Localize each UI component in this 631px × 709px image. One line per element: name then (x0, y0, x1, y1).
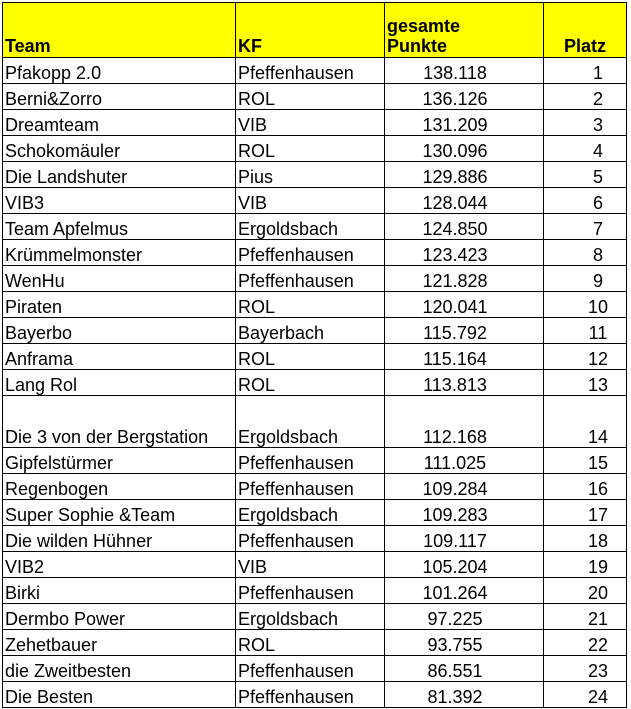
cell-punkte[interactable]: 113.813 (385, 370, 544, 396)
cell-kf[interactable]: ROL (236, 136, 385, 162)
header-kf[interactable]: KF (236, 3, 385, 58)
table-row (3, 526, 627, 552)
table-row (3, 292, 627, 318)
cell-punkte[interactable]: 130.096 (385, 136, 544, 162)
cell-punkte[interactable]: 105.204 (385, 552, 544, 578)
cell-punkte[interactable]: 136.126 (385, 84, 544, 110)
cell-kf[interactable]: Pfeffenhausen (236, 578, 385, 604)
header-team[interactable]: Team (3, 3, 236, 58)
cell-platz[interactable]: 19 (544, 552, 627, 578)
cell-team[interactable]: Pfakopp 2.0 (3, 58, 236, 84)
cell-kf[interactable]: ROL (236, 292, 385, 318)
cell-kf[interactable]: ROL (236, 84, 385, 110)
cell-platz[interactable]: 17 (544, 500, 627, 526)
table-row (3, 474, 627, 500)
cell-kf[interactable]: Pius (236, 162, 385, 188)
cell-kf[interactable]: Pfeffenhausen (236, 448, 385, 474)
cell-kf[interactable]: ROL (236, 630, 385, 656)
cell-team[interactable]: Schokomäuler (3, 136, 236, 162)
cell-team[interactable]: WenHu (3, 266, 236, 292)
cell-kf[interactable]: Bayerbach (236, 318, 385, 344)
cell-platz[interactable]: 3 (544, 110, 627, 136)
table-row (3, 266, 627, 292)
cell-punkte[interactable]: 121.828 (385, 266, 544, 292)
cell-team[interactable]: Birki (3, 578, 236, 604)
cell-team[interactable]: VIB3 (3, 188, 236, 214)
cell-platz[interactable]: 14 (544, 396, 627, 448)
table-row (3, 110, 627, 136)
cell-kf[interactable]: Pfeffenhausen (236, 656, 385, 682)
table-row (3, 188, 627, 214)
cell-team[interactable]: Zehetbauer (3, 630, 236, 656)
cell-team[interactable]: Berni&Zorro (3, 84, 236, 110)
cell-kf[interactable]: Ergoldsbach (236, 500, 385, 526)
cell-team[interactable]: die Zweitbesten (3, 656, 236, 682)
cell-platz[interactable]: 11 (544, 318, 627, 344)
cell-punkte[interactable]: 109.283 (385, 500, 544, 526)
cell-platz[interactable]: 22 (544, 630, 627, 656)
cell-kf[interactable]: Ergoldsbach (236, 214, 385, 240)
cell-punkte[interactable]: 109.117 (385, 526, 544, 552)
table-row (3, 500, 627, 526)
cell-platz[interactable]: 12 (544, 344, 627, 370)
cell-punkte[interactable]: 81.392 (385, 682, 544, 708)
cell-kf[interactable]: ROL (236, 370, 385, 396)
cell-team[interactable]: Piraten (3, 292, 236, 318)
cell-platz[interactable]: 4 (544, 136, 627, 162)
cell-platz[interactable]: 7 (544, 214, 627, 240)
table-row (3, 630, 627, 656)
table-row (3, 682, 627, 708)
header-punkte-line1: gesamte (387, 16, 461, 36)
cell-team[interactable]: Gipfelstürmer (3, 448, 236, 474)
cell-platz[interactable]: 6 (544, 188, 627, 214)
cell-punkte[interactable]: 115.164 (385, 344, 544, 370)
table-row (3, 318, 627, 344)
table-row (3, 58, 627, 84)
cell-punkte[interactable]: 123.423 (385, 240, 544, 266)
cell-team[interactable]: Die Landshuter (3, 162, 236, 188)
cell-team[interactable]: Bayerbo (3, 318, 236, 344)
table-row (3, 214, 627, 240)
cell-team[interactable]: Lang Rol (3, 370, 236, 396)
cell-team[interactable]: Dermbo Power (3, 604, 236, 630)
cell-platz[interactable]: 5 (544, 162, 627, 188)
table-row (3, 370, 627, 396)
cell-platz[interactable]: 16 (544, 474, 627, 500)
cell-kf[interactable]: Pfeffenhausen (236, 682, 385, 708)
cell-team[interactable]: Dreamteam (3, 110, 236, 136)
cell-kf[interactable]: Ergoldsbach (236, 604, 385, 630)
cell-punkte[interactable]: 109.284 (385, 474, 544, 500)
cell-punkte[interactable]: 131.209 (385, 110, 544, 136)
cell-team[interactable]: Team Apfelmus (3, 214, 236, 240)
cell-platz[interactable]: 24 (544, 682, 627, 708)
cell-platz[interactable]: 23 (544, 656, 627, 682)
cell-punkte[interactable]: 111.025 (385, 448, 544, 474)
cell-kf[interactable]: ROL (236, 344, 385, 370)
cell-punkte[interactable]: 138.118 (385, 58, 544, 84)
table-row (3, 656, 627, 682)
cell-team[interactable]: Die 3 von der Bergstation (3, 396, 236, 448)
table-row (3, 84, 627, 110)
table-row (3, 240, 627, 266)
table-row (3, 448, 627, 474)
table-row (3, 396, 627, 448)
cell-kf[interactable]: VIB (236, 188, 385, 214)
cell-platz[interactable]: 9 (544, 266, 627, 292)
cell-kf[interactable]: Pfeffenhausen (236, 58, 385, 84)
cell-punkte[interactable]: 129.886 (385, 162, 544, 188)
cell-punkte[interactable]: 93.755 (385, 630, 544, 656)
cell-team[interactable]: Super Sophie &Team (3, 500, 236, 526)
table-row (3, 578, 627, 604)
cell-platz[interactable]: 2 (544, 84, 627, 110)
table-row (3, 162, 627, 188)
cell-punkte[interactable]: 101.264 (385, 578, 544, 604)
cell-platz[interactable]: 13 (544, 370, 627, 396)
cell-platz[interactable]: 1 (544, 58, 627, 84)
header-punkte-line2: Punkte (387, 36, 448, 56)
cell-kf[interactable]: Pfeffenhausen (236, 526, 385, 552)
cell-kf[interactable]: VIB (236, 110, 385, 136)
cell-platz[interactable]: 20 (544, 578, 627, 604)
cell-team[interactable]: Krümmelmonster (3, 240, 236, 266)
header-row (3, 3, 627, 58)
cell-kf[interactable]: Pfeffenhausen (236, 474, 385, 500)
table-row (3, 344, 627, 370)
cell-platz[interactable]: 8 (544, 240, 627, 266)
cell-kf[interactable]: Pfeffenhausen (236, 240, 385, 266)
header-platz[interactable]: Platz (544, 3, 627, 58)
cell-kf[interactable]: VIB (236, 552, 385, 578)
cell-punkte[interactable]: 120.041 (385, 292, 544, 318)
cell-team[interactable]: Regenbogen (3, 474, 236, 500)
cell-platz[interactable]: 21 (544, 604, 627, 630)
cell-platz[interactable]: 10 (544, 292, 627, 318)
cell-platz[interactable]: 15 (544, 448, 627, 474)
header-punkte[interactable] (385, 3, 544, 58)
ranking-table (2, 2, 627, 708)
cell-kf[interactable]: Pfeffenhausen (236, 266, 385, 292)
cell-punkte[interactable]: 112.168 (385, 396, 544, 448)
cell-team[interactable]: Anframa (3, 344, 236, 370)
table-row (3, 136, 627, 162)
table-row (3, 552, 627, 578)
cell-punkte[interactable]: 86.551 (385, 656, 544, 682)
cell-punkte[interactable]: 115.792 (385, 318, 544, 344)
cell-platz[interactable]: 18 (544, 526, 627, 552)
cell-team[interactable]: VIB2 (3, 552, 236, 578)
cell-team[interactable]: Die Besten (3, 682, 236, 708)
table-row (3, 604, 627, 630)
cell-punkte[interactable]: 124.850 (385, 214, 544, 240)
cell-team[interactable]: Die wilden Hühner (3, 526, 236, 552)
cell-punkte[interactable]: 97.225 (385, 604, 544, 630)
cell-punkte[interactable]: 128.044 (385, 188, 544, 214)
cell-kf[interactable]: Ergoldsbach (236, 396, 385, 448)
